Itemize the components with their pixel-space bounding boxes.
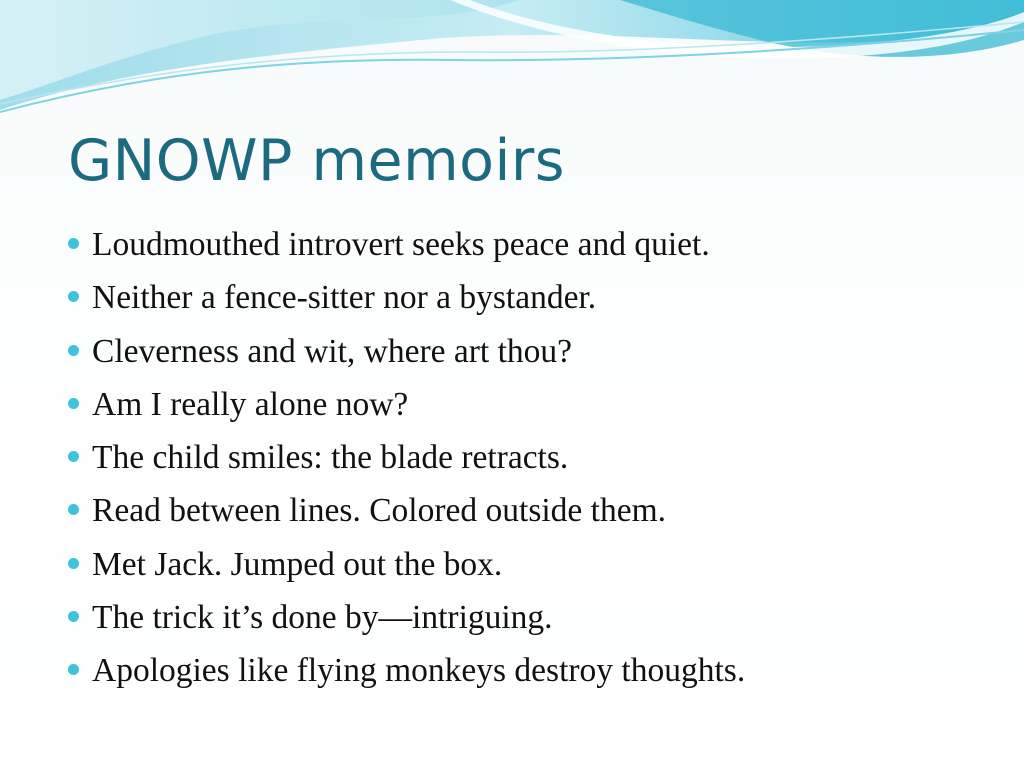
- bullet-text: The child smiles: the blade retracts.: [92, 439, 569, 477]
- bullet-dot-icon: [68, 504, 79, 515]
- slide-title: GNOWP memoirs: [68, 128, 565, 194]
- bullet-dot-icon: [68, 345, 79, 356]
- bullet-dot-icon: [68, 664, 79, 675]
- bullet-item: [62, 275, 745, 328]
- bullet-item: [62, 648, 745, 701]
- bullet-item: [62, 222, 745, 275]
- bullet-text: Read between lines. Colored outside them.: [92, 492, 667, 530]
- bullet-text: Apologies like flying monkeys destroy thoughts.: [92, 652, 746, 690]
- bullet-text: Cleverness and wit, where art thou?: [92, 332, 573, 370]
- bullet-item: [62, 382, 745, 435]
- bullet-dot-icon: [68, 398, 79, 409]
- bullet-dot-icon: [68, 291, 79, 302]
- bullet-dot-icon: [68, 451, 79, 462]
- bullet-item: [62, 488, 745, 541]
- bullet-dot-icon: [68, 238, 79, 249]
- bullet-text: Neither a fence-sitter nor a bystander.: [92, 279, 597, 317]
- bullet-text: Loudmouthed introvert seeks peace and quiet.: [92, 226, 710, 263]
- bullet-item: [62, 542, 745, 595]
- bullet-text: Am I really alone now?: [92, 385, 409, 423]
- bullet-dot-icon: [68, 611, 79, 622]
- bullet-dot-icon: [68, 558, 79, 569]
- bullet-item: [62, 329, 745, 382]
- bullet-text: Met Jack. Jumped out the box.: [92, 545, 503, 583]
- header-wave-decoration: [0, 0, 1024, 130]
- bullet-text: The trick it’s done by—intriguing.: [92, 599, 553, 637]
- bullet-item: [62, 595, 745, 648]
- bullet-item: [62, 435, 745, 488]
- bullet-list: [62, 222, 745, 702]
